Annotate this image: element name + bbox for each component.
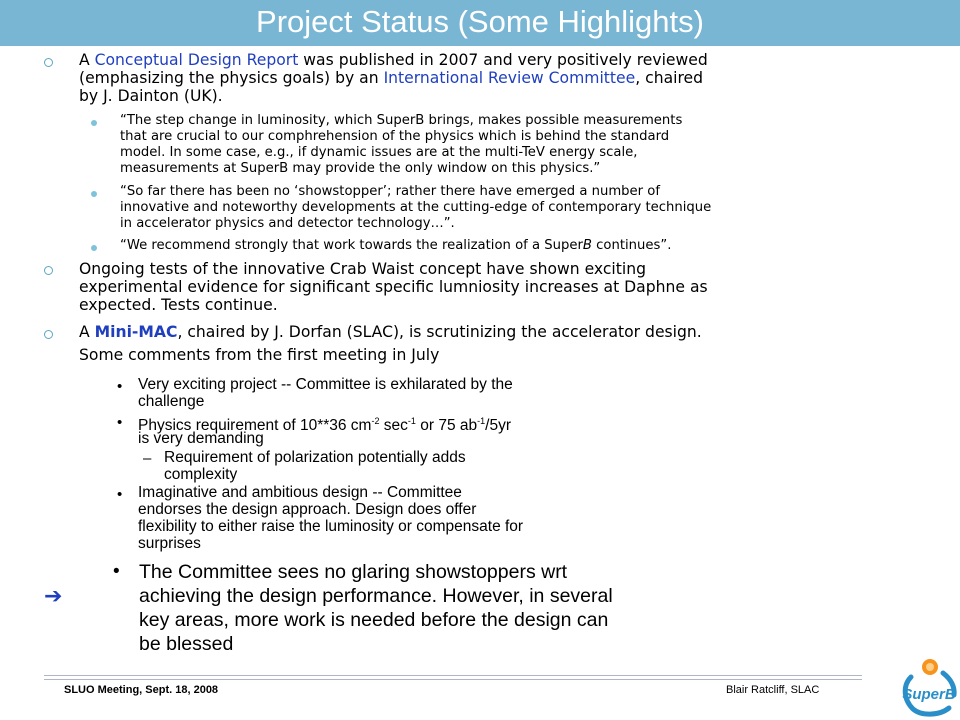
text: , chaired <box>635 69 704 87</box>
quote-item4-line2: achieving the design performance. However, in several <box>139 585 613 607</box>
quote-item3-line2: endorses the design approach. Design does offer <box>138 501 477 518</box>
sub2-line1: “So far there has been no ‘showstopper’; rather there have emerged a number of <box>120 184 660 199</box>
sub2-line2: innovative and noteworthy developments at the cutting-edge of contemporary technique <box>120 200 712 215</box>
bullet3-line2: Some comments from the first meeting in July <box>79 346 440 364</box>
quote-item1-line1: Very exciting project -- Committee is exhilarated by the <box>138 376 513 393</box>
ring-bullet-icon <box>44 330 53 339</box>
conceptual-design-report-text: Conceptual Design Report <box>94 51 299 69</box>
quote-item2-line2: is very demanding <box>138 430 264 447</box>
text: Physics requirement of 10**36 cm <box>138 417 372 435</box>
text: (emphasizing the physics goals) by an <box>79 69 384 87</box>
text: /5yr <box>485 417 511 435</box>
bullet2-line2: experimental evidence for significant specific lumniosity increases at Daphne as <box>79 278 708 296</box>
review-committee-text: International Review Committee <box>383 69 636 87</box>
bullet1-line2 <box>79 70 703 86</box>
text: or 75 ab <box>415 417 478 435</box>
text: B <box>582 238 592 253</box>
text: “We recommend strongly that work towards the realization of a Super <box>120 238 583 253</box>
sub1-line1: “The step change in luminosity, which SuperB brings, makes possible measurements <box>120 113 683 128</box>
quote-item2-sub-line1: Requirement of polarization potentially adds <box>164 449 466 466</box>
ring-bullet-icon <box>44 58 53 67</box>
ring-bullet-icon <box>44 266 53 275</box>
bullet3-line1 <box>79 324 702 340</box>
bullet2-line1: Ongoing tests of the innovative Crab Waist concept have shown exciting <box>79 260 646 278</box>
quote-item3-line4: surprises <box>138 535 201 552</box>
sub2-line3: in accelerator physics and detector technology…”. <box>120 216 455 231</box>
quote-bullet-icon: • <box>117 414 123 431</box>
text: continues”. <box>591 238 672 253</box>
superb-logo <box>899 655 959 717</box>
quote-item2-sub-line2: complexity <box>164 466 238 483</box>
sub1-line4: measurements at SuperB may provide the only window on this physics.” <box>120 161 601 176</box>
footer-right-text: Blair Ratcliff, SLAC <box>726 684 820 696</box>
sub1-line2: that are crucial to our comphrehension of the physics which is behind the standard <box>120 129 670 144</box>
footer-divider <box>44 675 862 676</box>
quote-bullet-icon: • <box>117 378 123 395</box>
dot-bullet-icon <box>91 245 97 251</box>
footer-left-text: SLUO Meeting, Sept. 18, 2008 <box>64 684 219 696</box>
bullet2-line3: expected. Tests continue. <box>79 296 278 314</box>
quote-item1-line2: challenge <box>138 393 205 410</box>
text: -1 <box>407 416 416 426</box>
dot-bullet-icon <box>91 120 97 126</box>
quote-item3-line1: Imaginative and ambitious design -- Committee <box>138 484 462 501</box>
text: -2 <box>371 416 380 426</box>
mini-mac-text: Mini-MAC <box>94 323 178 341</box>
text: -1 <box>477 416 486 426</box>
bullet1-line1 <box>79 52 708 68</box>
text: sec <box>379 417 408 435</box>
logo-text: SuperB <box>902 686 956 703</box>
text: , chaired by J. Dorfan (SLAC), is scrutinizing the accelerator design. <box>177 323 702 341</box>
dot-bullet-icon <box>91 191 97 197</box>
arrow-right-icon: ➔ <box>44 584 63 609</box>
sub3-line1 <box>120 238 671 253</box>
sub1-line3: model. In some case, e.g., if dynamic issues are at the multi-TeV energy scale, <box>120 145 638 160</box>
text: A <box>79 323 95 341</box>
logo-orange-dot-highlight <box>926 663 934 671</box>
slide-title: Project Status (Some Highlights) <box>256 4 704 39</box>
quote-item4-line1: The Committee sees no glaring showstoppers wrt <box>139 561 568 583</box>
footer-divider <box>44 679 862 680</box>
quote-bullet-icon: • <box>117 486 123 503</box>
quote-item4-line4: be blessed <box>139 633 234 655</box>
bullet1-line3: by J. Dainton (UK). <box>79 87 223 105</box>
text: A <box>79 51 95 69</box>
quote-item3-line3: flexibility to either raise the luminosity or compensate for <box>138 518 524 535</box>
quote-bullet-icon: • <box>113 561 120 582</box>
quote-dash-icon: – <box>143 450 152 467</box>
text: was published in 2007 and very positively reviewed <box>298 51 708 69</box>
quote-item4-line3: key areas, more work is needed before the design can <box>139 609 609 631</box>
